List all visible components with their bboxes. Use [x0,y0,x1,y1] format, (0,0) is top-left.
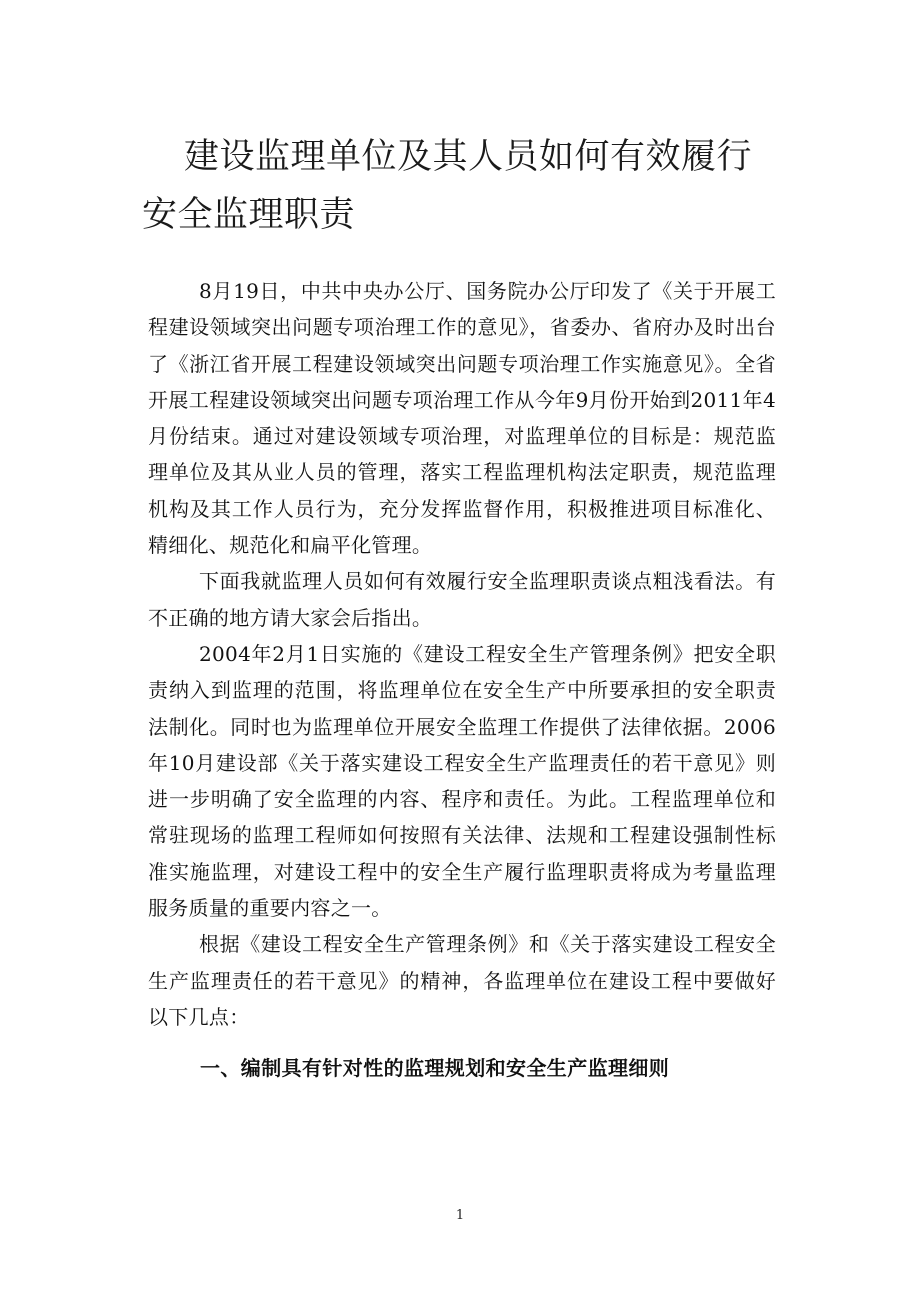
document-title-line-2: 安全监理职责 [142,195,356,235]
section-heading: 一、编制具有针对性的监理规划和安全生产监理细则 [200,1056,670,1080]
document-body [148,273,776,1035]
paragraph-3: 2004年2月1日实施的《建设工程安全生产管理条例》把安全职责纳入到监理的范围，将监理单位在安全生产中所要承担的安全职责法制化。同时也为监理单位开展安全监理工作提供了法律依据。2006年10月建设部《关于落实建设工程安全生产监理责任的若干意见》则进一步明确了安全监理的内容、程序和责任。为此。工程监理单位和常驻现场的监理工程师如何按照有关法律、法规和工程建设强制性标准实施监理，对建设工程中的安全生产履行监理职责将成为考量监理服务质量的重要内容之一。 [148,641,776,921]
page-number: 1 [455,1208,465,1223]
document-title [142,128,802,244]
paragraph-1: 8月19日，中共中央办公厅、国务院办公厅印发了《关于开展工程建设领域突出问题专项治理工作的意见》，省委办、省府办及时出台了《浙江省开展工程建设领域突出问题专项治理工作实施意见》。全省开展工程建设领域突出问题专项治理工作从今年9月份开始到2011年4月份结束。通过对建设领域专项治理，对监理单位的目标是：规范监理单位及其从业人员的管理，落实工程监理机构法定职责，规范监理机构及其工作人员行为，充分发挥监督作用，积极推进项目标准化、精细化、规范化和扁平化管理。 [148,279,776,558]
paragraph-4: 根据《建设工程安全生产管理条例》和《关于落实建设工程安全生产监理责任的若干意见》的精神，各监理单位在建设工程中要做好以下几点： [148,932,776,1029]
document-title-line-1: 建设监理单位及其人员如何有效履行 [184,137,753,177]
paragraph-2: 下面我就监理人员如何有效履行安全监理职责谈点粗浅看法。有不正确的地方请大家会后指出。 [148,569,776,630]
